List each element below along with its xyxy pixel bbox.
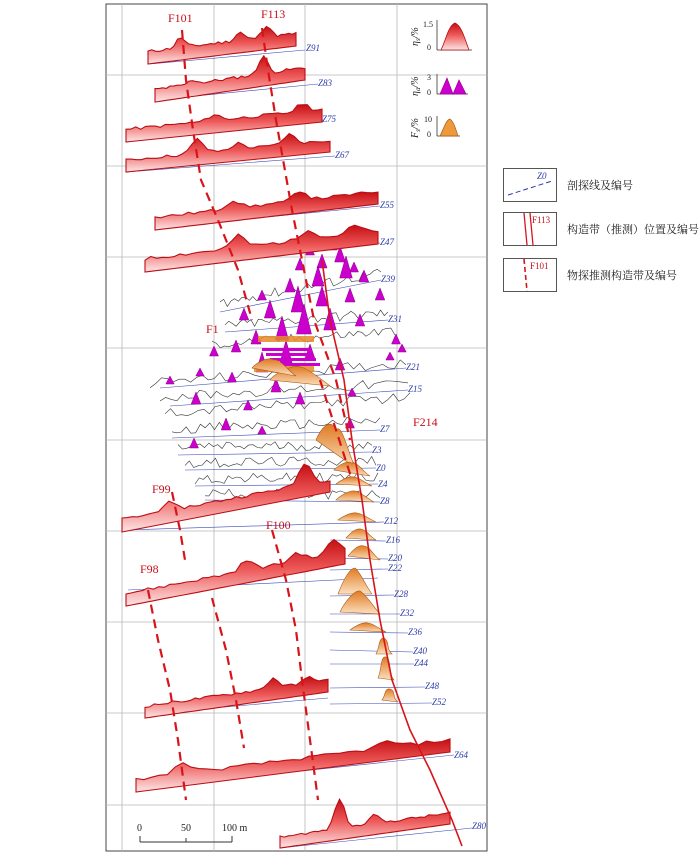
profile-label: Z7 xyxy=(380,424,390,434)
inset-legend xyxy=(410,20,472,139)
fs-anomaly xyxy=(340,591,380,614)
fs-anomaly xyxy=(336,491,374,502)
scale-bar xyxy=(137,823,248,842)
scale-zero: 0 xyxy=(137,823,142,834)
profile-label: Z4 xyxy=(378,479,388,489)
legend-profile-line-text: 剖探线及编号 xyxy=(567,180,633,192)
profile-line xyxy=(330,632,408,633)
profile-label: Z12 xyxy=(384,516,399,526)
eta-a-spike xyxy=(375,288,385,300)
eta-a-spike xyxy=(392,334,401,344)
legend-profile-line-symbol xyxy=(503,168,557,202)
fs-anomaly xyxy=(338,568,372,594)
profile-label: Z16 xyxy=(386,535,401,545)
eta-a-tick-bottom: 0 xyxy=(427,88,431,97)
profile-line xyxy=(330,540,386,541)
eta-s-tick-bottom: 0 xyxy=(427,43,431,52)
eta-a-spike xyxy=(348,388,356,396)
fault-f101-trace xyxy=(182,30,252,320)
eta-a-spike xyxy=(244,400,253,410)
legend-profile-line-code: Z0 xyxy=(537,171,547,181)
legend-structural-zone-code: F113 xyxy=(532,215,551,225)
fs-band xyxy=(258,336,314,342)
profile-label: Z48 xyxy=(425,681,440,691)
scale-hundred: 100 m xyxy=(222,823,248,834)
legend-structural-zone-symbol xyxy=(503,212,557,246)
legend-geophysical-zone-symbol xyxy=(503,258,557,292)
eta-a-spike xyxy=(312,266,324,286)
profile-label: Z40 xyxy=(413,646,428,656)
eta-a-band xyxy=(262,348,308,351)
inset-fs xyxy=(410,115,460,139)
profile-z47-curve xyxy=(145,225,378,272)
profile-label: Z8 xyxy=(380,496,390,506)
eta-a-spike xyxy=(166,376,174,384)
profile-line xyxy=(330,650,413,652)
profile-z91-curve xyxy=(148,27,296,65)
fault-label-f101: F101 xyxy=(168,11,193,25)
profile-line xyxy=(330,569,388,570)
profile-label: Z32 xyxy=(400,608,415,618)
eta-a-spike xyxy=(386,352,394,360)
profile-label: Z91 xyxy=(306,43,321,53)
legend-geophysical-zone-code: F101 xyxy=(530,261,549,271)
eta-s-axis-label: $\eta_s/\%$ xyxy=(410,27,422,46)
profile-label: Z44 xyxy=(414,658,429,668)
eta-a-spike xyxy=(295,392,305,404)
eta-a-spike xyxy=(359,270,369,282)
eta-a-spike xyxy=(210,346,219,356)
profile-label: Z21 xyxy=(406,362,421,372)
eta-s-symbol xyxy=(441,23,469,50)
profile-label: Z75 xyxy=(322,114,337,124)
eta-a-symbol xyxy=(440,78,466,94)
profile-label: Z67 xyxy=(335,150,350,160)
eta-a-spike xyxy=(355,314,365,326)
eta-s-trace xyxy=(165,393,410,416)
profile-z83-curve xyxy=(155,56,305,102)
profile-label: Z39 xyxy=(381,274,396,284)
eta-a-spike xyxy=(196,368,204,376)
fault-label-f98: F98 xyxy=(140,562,159,576)
profile-line xyxy=(330,703,432,704)
eta-a-spike xyxy=(190,438,199,448)
wiggle-layer xyxy=(150,269,410,499)
eta-a-band xyxy=(266,353,312,356)
legend-structural-zone-text: 构造带（推测）位置及编号 xyxy=(567,224,699,236)
inset-eta-a xyxy=(410,73,468,97)
eta-a-axis-label: $\eta_a/\%$ xyxy=(410,76,422,96)
fault-label-f100: F100 xyxy=(266,518,291,532)
legend-structural-zone xyxy=(503,212,699,246)
profile-label: Z31 xyxy=(388,314,403,324)
fs-anomaly xyxy=(348,546,380,560)
eta-a-spike xyxy=(239,308,249,320)
eta-a-spike xyxy=(258,426,266,434)
eta-s-tick-top: 1.5 xyxy=(423,20,433,29)
profile-label: Z3 xyxy=(372,445,382,455)
eta-a-spike xyxy=(231,340,241,352)
eta-a-spike xyxy=(228,372,237,382)
profile-label: Z15 xyxy=(408,384,423,394)
profile-line xyxy=(330,687,425,688)
profile-label: Z20 xyxy=(388,553,403,563)
profile-label: Z47 xyxy=(380,237,395,247)
profile-label: Z80 xyxy=(472,821,487,831)
eta-a-spike xyxy=(221,418,231,430)
profile-label: Z28 xyxy=(394,589,409,599)
profile-label: Z0 xyxy=(376,463,386,473)
eta-a-tick-top: 3 xyxy=(427,73,431,82)
profile-z55-curve xyxy=(155,192,378,230)
profile-label: Z83 xyxy=(318,78,333,88)
fault-label-f99: F99 xyxy=(152,482,171,496)
fs-axis-label: $F_s/\%$ xyxy=(410,118,422,138)
eta-a-spike xyxy=(345,288,355,302)
fs-anomaly xyxy=(338,513,376,522)
inset-eta-s xyxy=(410,20,472,52)
profile-z22-curve xyxy=(126,540,345,606)
profile-label: Z22 xyxy=(388,563,403,573)
eta-s-anomalies xyxy=(122,27,450,849)
fs-anomaly xyxy=(346,529,376,540)
eta-a-spike xyxy=(305,344,316,360)
fault-f99-trace xyxy=(172,492,185,560)
fault-mid-trace xyxy=(212,598,244,748)
profile-label: Z55 xyxy=(380,200,395,210)
eta-a-spike xyxy=(285,278,295,292)
fs-anomaly xyxy=(334,462,370,476)
profile-label: Z36 xyxy=(408,627,423,637)
fault-label-f214: F214 xyxy=(413,415,438,429)
legend-geophysical-zone-text: 物探推测构造带及编号 xyxy=(567,270,677,282)
fs-tick-top: 10 xyxy=(424,115,432,124)
profile-label: Z64 xyxy=(454,750,469,760)
fs-symbol xyxy=(440,119,458,136)
fault-label-f113: F113 xyxy=(261,7,286,21)
profile-label: Z52 xyxy=(432,697,447,707)
eta-a-spike xyxy=(350,262,359,272)
legend-profile-line xyxy=(503,168,633,202)
fs-tick-bottom: 0 xyxy=(427,130,431,139)
profile-z12-curve xyxy=(122,464,330,532)
scale-fifty: 50 xyxy=(181,823,191,834)
profile-z80-curve xyxy=(280,799,450,848)
legend-geophysical-zone xyxy=(503,258,677,292)
fault-label-f1: F1 xyxy=(206,322,219,336)
